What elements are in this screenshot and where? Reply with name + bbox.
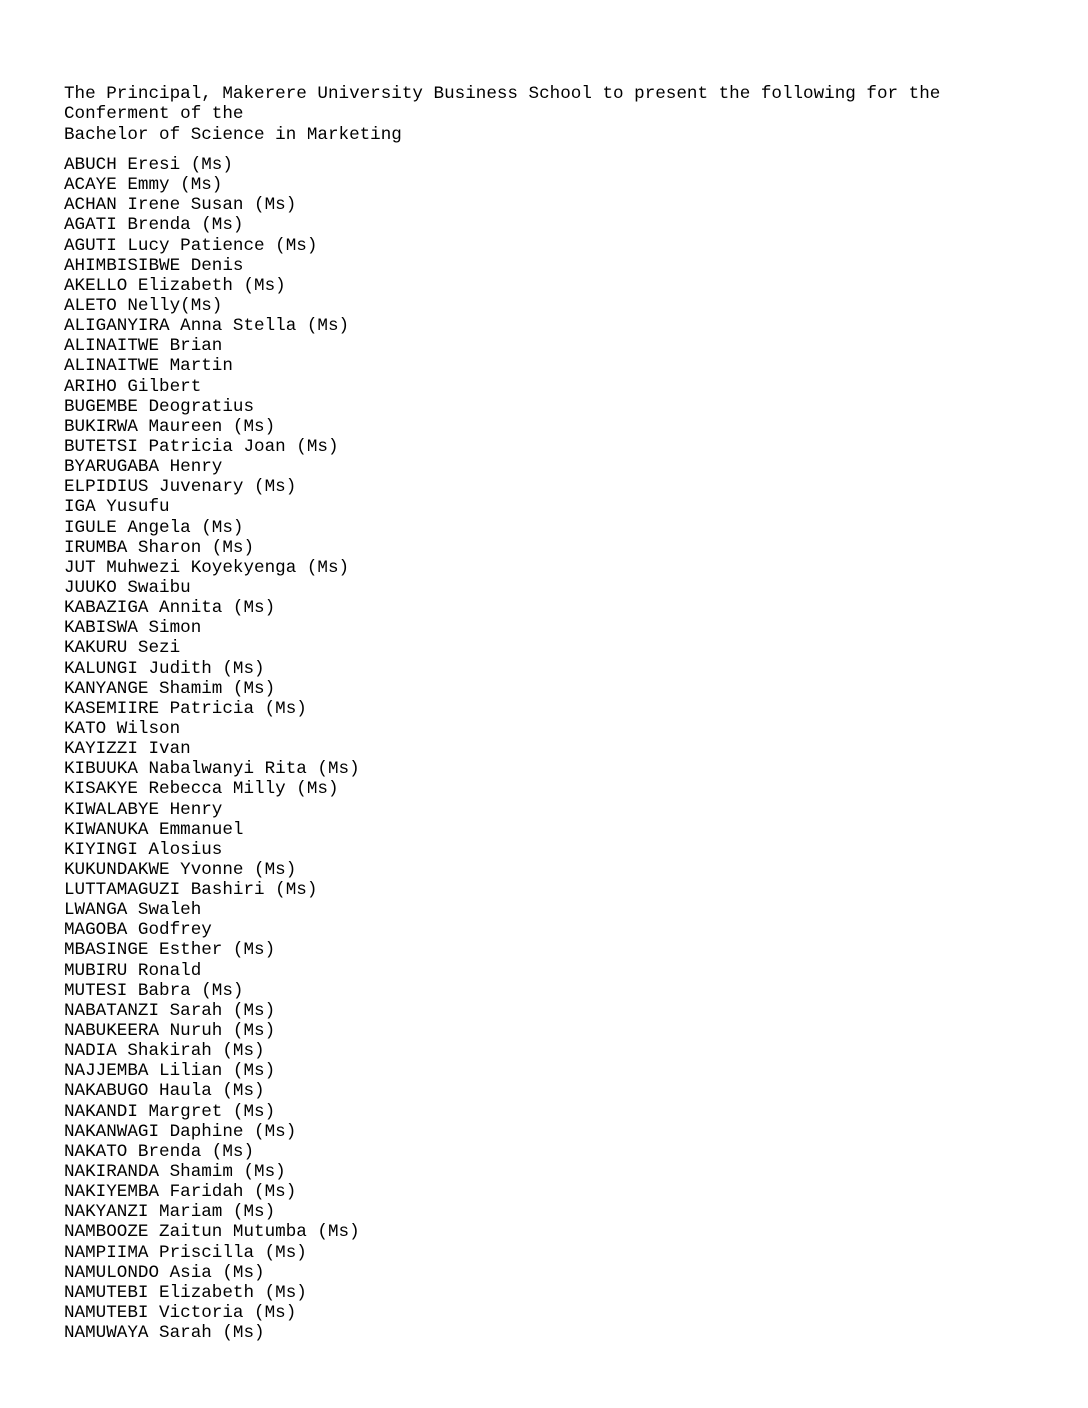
graduand-name: ARIHO Gilbert (64, 376, 202, 397)
graduand-name: NAMPIIMA Priscilla (Ms) (64, 1242, 307, 1263)
graduand-name: KIBUUKA Nabalwanyi Rita (Ms) (64, 759, 360, 780)
graduand-name: NAKATO Brenda (Ms) (64, 1141, 255, 1162)
graduand-name: NAMBOOZE Zaitun Mutumba (Ms) (64, 1222, 360, 1243)
graduand-name: ALETO Nelly(Ms) (64, 295, 223, 316)
graduand-name: KABISWA Simon (64, 618, 202, 639)
graduand-name: NAKABUGO Haula (Ms) (64, 1081, 265, 1102)
graduand-name: NABUKEERA Nuruh (Ms) (64, 1021, 276, 1042)
graduand-name: NAJJEMBA Lilian (Ms) (64, 1061, 276, 1082)
graduand-name: BUKIRWA Maureen (Ms) (64, 416, 276, 437)
graduand-name: KIWALABYE Henry (64, 799, 223, 820)
graduand-name: NAKIRANDA Shamim (Ms) (64, 1162, 286, 1183)
graduand-list (64, 155, 1024, 1343)
graduand-name: MUTESI Babra (Ms) (64, 980, 244, 1001)
graduand-name: MBASINGE Esther (Ms) (64, 940, 276, 961)
graduand-name: AHIMBISIBWE Denis (64, 255, 244, 276)
degree-title: Bachelor of Science in Marketing (64, 124, 402, 145)
graduand-name: NAKYANZI Mariam (Ms) (64, 1202, 276, 1223)
graduand-name: NADIA Shakirah (Ms) (64, 1041, 265, 1062)
graduand-name: KIYINGI Alosius (64, 839, 223, 860)
graduand-name: ALINAITWE Martin (64, 356, 233, 377)
graduand-name: MAGOBA Godfrey (64, 920, 212, 941)
graduand-name: KANYANGE Shamim (Ms) (64, 678, 276, 699)
graduand-name: NABATANZI Sarah (Ms) (64, 1000, 276, 1021)
header-conferment-line: Conferment of the (64, 104, 244, 125)
graduand-name: AKELLO Elizabeth (Ms) (64, 275, 286, 296)
graduand-name: ABUCH Eresi (Ms) (64, 155, 233, 175)
graduand-name: BYARUGABA Henry (64, 457, 223, 478)
graduand-name: KALUNGI Judith (Ms) (64, 658, 265, 679)
graduand-name: IGULE Angela (Ms) (64, 517, 244, 538)
graduand-name: KIWANUKA Emmanuel (64, 819, 244, 840)
graduand-name: ELPIDIUS Juvenary (Ms) (64, 477, 297, 498)
graduand-name: BUTETSI Patricia Joan (Ms) (64, 436, 339, 457)
graduand-name: KABAZIGA Annita (Ms) (64, 598, 276, 619)
graduand-name: BUGEMBE Deogratius (64, 396, 255, 417)
graduand-name: KUKUNDAKWE Yvonne (Ms) (64, 859, 297, 880)
graduand-name: JUUKO Swaibu (64, 577, 191, 598)
graduand-name: LWANGA Swaleh (64, 900, 202, 921)
graduand-name: NAMUWAYA Sarah (Ms) (64, 1323, 265, 1344)
graduand-name: JUT Muhwezi Koyekyenga (Ms) (64, 557, 350, 578)
graduand-name: LUTTAMAGUZI Bashiri (Ms) (64, 880, 318, 901)
graduand-name: KATO Wilson (64, 718, 181, 739)
graduand-name: IGA Yusufu (64, 497, 170, 518)
graduand-name: KASEMIIRE Patricia (Ms) (64, 698, 307, 719)
graduand-name: NAMUTEBI Victoria (Ms) (64, 1303, 297, 1324)
graduand-name: MUBIRU Ronald (64, 960, 202, 981)
header-intro-line: The Principal, Makerere University Business School to present the following for the (64, 84, 941, 104)
graduand-name: NAMULONDO Asia (Ms) (64, 1262, 265, 1283)
graduand-name: KAYIZZI Ivan (64, 739, 191, 760)
graduand-name: ALIGANYIRA Anna Stella (Ms) (64, 316, 350, 337)
graduand-name: NAMUTEBI Elizabeth (Ms) (64, 1282, 307, 1303)
document-header (64, 84, 1024, 145)
graduand-name: NAKANWAGI Daphine (Ms) (64, 1121, 297, 1142)
graduand-name: AGATI Brenda (Ms) (64, 215, 244, 236)
graduand-name: NAKIYEMBA Faridah (Ms) (64, 1182, 297, 1203)
graduand-name: IRUMBA Sharon (Ms) (64, 537, 255, 558)
graduand-name: ACHAN Irene Susan (Ms) (64, 195, 297, 216)
graduand-name: ACAYE Emmy (Ms) (64, 175, 223, 196)
graduand-name: KAKURU Sezi (64, 638, 181, 659)
graduand-name: AGUTI Lucy Patience (Ms) (64, 235, 318, 256)
graduand-name: NAKANDI Margret (Ms) (64, 1101, 276, 1122)
graduand-name: KISAKYE Rebecca Milly (Ms) (64, 779, 339, 800)
graduand-name: ALINAITWE Brian (64, 336, 223, 357)
